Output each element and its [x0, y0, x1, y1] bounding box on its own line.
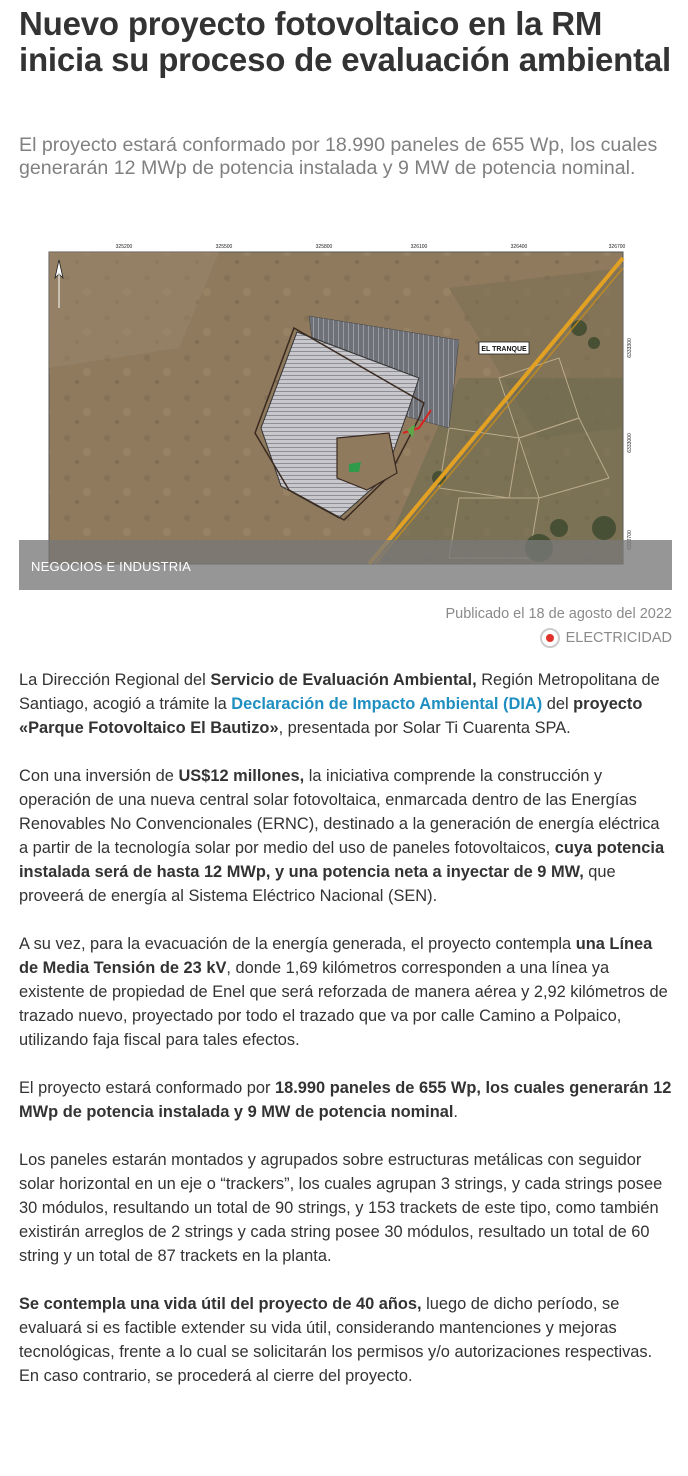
- text: luego de dicho período, se evaluará si es factible extender su vida útil, considerando mantenciones y mejoras tecnológicas, frente a lo cual se solicitarán los permisos y/o autorizaciones respectivas. En caso contrario, se procederá al cierre del proyecto.: [19, 1295, 653, 1385]
- article-image[interactable]: [19, 228, 672, 590]
- record-icon: [540, 628, 560, 648]
- paragraph: [19, 1292, 672, 1388]
- dia-link[interactable]: Declaración de Impacto Ambiental (DIA): [231, 695, 543, 713]
- tag-label[interactable]: ELECTRICIDAD: [565, 630, 672, 646]
- map-y-tick: 6333300: [627, 338, 633, 358]
- paragraph: [19, 1148, 672, 1268]
- paragraph: [19, 668, 672, 740]
- text: La Dirección Regional del: [19, 671, 211, 689]
- text: Región Metropolitana de Santiago, acogió a trámite la: [19, 671, 660, 713]
- bold-text: US$12 millones,: [178, 767, 305, 785]
- place-label: EL TRANQUE: [481, 346, 527, 353]
- text: , donde 1,69 kilómetros corresponden a una línea ya existente de propiedad de Enel que será reforzada de manera aérea y 2,92 kilómetros de trazado nuevo, proyectado por todo el trazado que va por calle Camino a Polpaico, utilizando faja fiscal para tales efectos.: [19, 959, 668, 1049]
- paragraph: [19, 764, 672, 908]
- map-x-tick: 326700: [608, 244, 626, 250]
- paragraph: [19, 1076, 672, 1124]
- text: del: [542, 695, 574, 713]
- article-body: [19, 668, 672, 1412]
- category-bar[interactable]: [19, 540, 672, 590]
- site-map: [19, 228, 672, 590]
- text: la iniciativa comprende la construcción y operación de una nueva central solar fotovoltaica, enmarcada dentro de las Energías Renovables No Convencionales (ERNC), destinado a la generación de energía eléctrica a partir de la tecnología solar por medio del uso de paneles fotovoltaicos,: [19, 767, 660, 857]
- paragraph: [19, 932, 672, 1052]
- map-x-tick: 325800: [315, 244, 333, 250]
- article-subtitle: El proyecto estará conformado por 18.990 paneles de 655 Wp, los cuales generarán 12 MWp de potencia instalada y 9 MW de potencia nominal.: [19, 134, 658, 179]
- text: Los paneles estarán montados y agrupados sobre estructuras metálicas con seguidor solar horizontal en un eje o “trackers”, los cuales agrupan 3 strings, y cada strings posee 30 módulos, resultando un total de 90 strings, y 153 trackets de este tipo, como también existirán arreglos de 2 strings y cada string posee 30 módulos, resultado un total de 60 string y un total de 87 trackets en la planta.: [19, 1151, 663, 1265]
- tag-link[interactable]: [540, 628, 672, 648]
- article-title: Nuevo proyecto fotovoltaico en la RM inicia su proceso de evaluación ambiental: [19, 5, 672, 78]
- map-x-tick: 326100: [410, 244, 428, 250]
- bold-text: una Línea de Media Tensión de 23 kV: [19, 935, 653, 977]
- text: que proveerá de energía al Sistema Eléctrico Nacional (SEN).: [19, 863, 616, 905]
- text: El proyecto estará conformado por: [19, 1079, 276, 1097]
- bold-text: cuya potencia instalada será de hasta 12 MWp, y una potencia neta a inyectar de 9 MW,: [19, 839, 665, 881]
- bold-text: 18.990 paneles de 655 Wp, los cuales generarán 12 MWp de potencia instalada y 9 MW de potencia nominal: [19, 1079, 672, 1121]
- text: Con una inversión de: [19, 767, 179, 785]
- bold-text: proyecto «Parque Fotovoltaico El Bautizo»: [19, 695, 643, 737]
- bold-text: Se contempla una vida útil del proyecto de 40 años,: [19, 1295, 422, 1313]
- text: , presentada por Solar Ti Cuarenta SPA.: [278, 719, 571, 737]
- text: A su vez, para la evacuación de la energía generada, el proyecto contempla: [19, 935, 576, 953]
- text: .: [453, 1103, 458, 1121]
- map-x-tick: 326400: [510, 244, 528, 250]
- bold-text: Servicio de Evaluación Ambiental,: [210, 671, 477, 689]
- map-x-tick: 325200: [115, 244, 133, 250]
- publish-date: Publicado el 18 de agosto del 2022: [445, 606, 672, 622]
- map-x-tick: 325500: [215, 244, 233, 250]
- map-y-tick: 6333000: [627, 433, 633, 453]
- category-label[interactable]: NEGOCIOS E INDUSTRIA: [31, 559, 192, 574]
